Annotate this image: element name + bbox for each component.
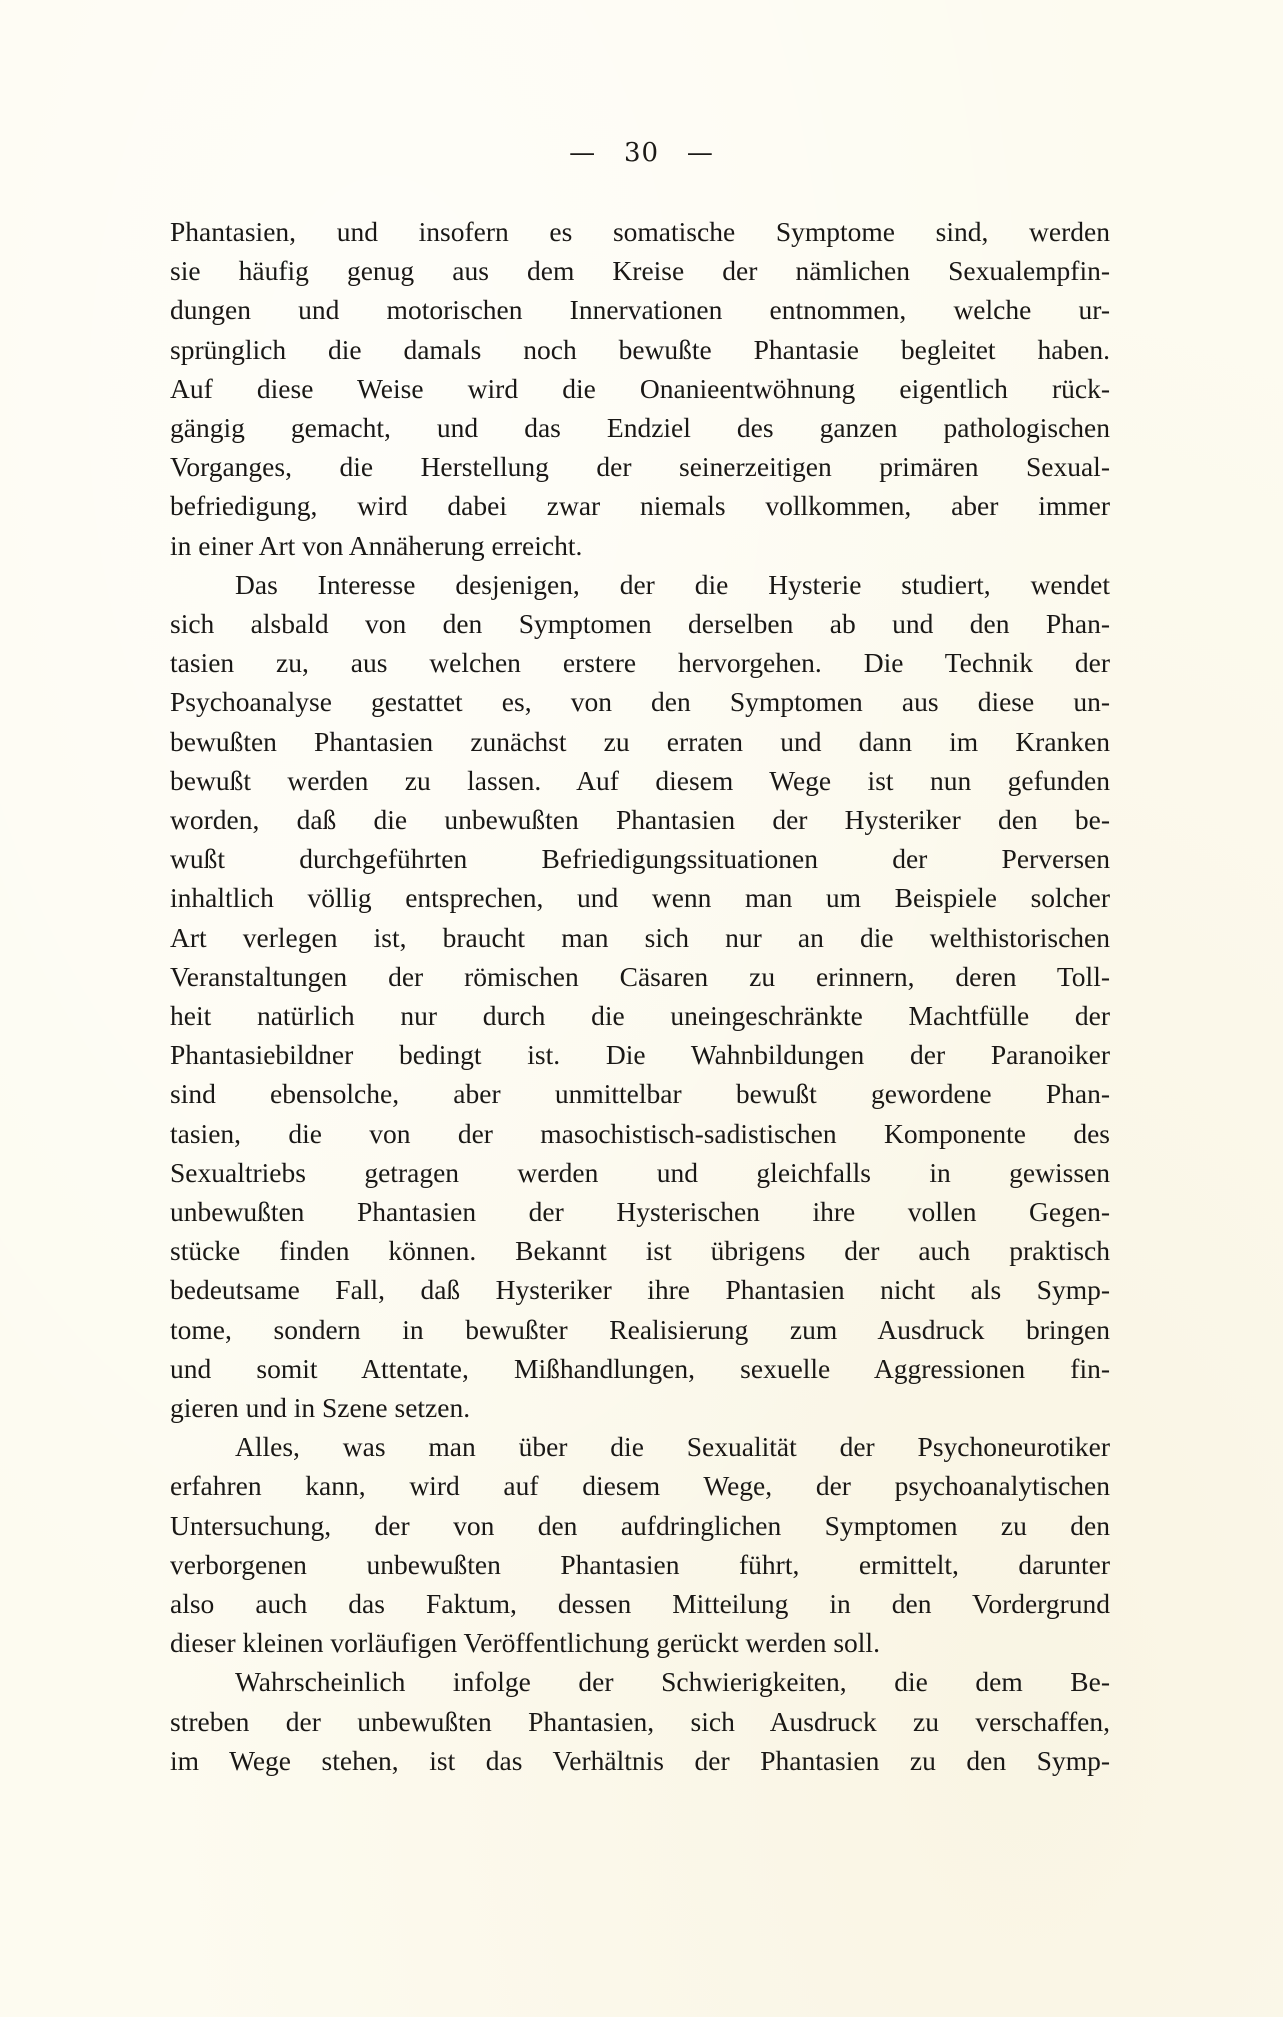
text-line: unbewußten Phantasien der Hysterischen ihre vollen Gegen- bbox=[170, 1196, 1110, 1227]
text-line: tasien, die von der masochistisch-sadistischen Komponente des bbox=[170, 1118, 1110, 1149]
text-line: Phantasiebildner bedingt ist. Die Wahnbildungen der Paranoiker bbox=[170, 1039, 1110, 1070]
text-line: sind ebensolche, aber unmittelbar bewußt gewordene Phan- bbox=[170, 1078, 1110, 1109]
text-line: Psychoanalyse gestattet es, von den Symptomen aus diese un- bbox=[170, 686, 1110, 717]
text-line: stücke finden können. Bekannt ist übrigens der auch praktisch bbox=[170, 1235, 1110, 1266]
text-line: gieren und in Szene setzen. bbox=[170, 1392, 471, 1423]
text-line: Art verlegen ist, braucht man sich nur an die welthistorischen bbox=[170, 922, 1110, 953]
text-line: und somit Attentate, Mißhandlungen, sexuelle Aggressionen fin- bbox=[170, 1353, 1110, 1384]
text-line: bedeutsame Fall, daß Hysteriker ihre Phantasien nicht als Symp- bbox=[170, 1274, 1110, 1305]
text-line: Veranstaltungen der römischen Cäsaren zu erinnern, deren Toll- bbox=[170, 961, 1110, 992]
text-line: tasien zu, aus welchen erstere hervorgehen. Die Technik der bbox=[170, 647, 1110, 678]
text-line: dungen und motorischen Innervationen entnommen, welche ur- bbox=[170, 294, 1110, 325]
text-line: in einer Art von Annäherung erreicht. bbox=[170, 530, 583, 561]
text-line: gängig gemacht, und das Endziel des ganzen pathologischen bbox=[170, 412, 1110, 443]
text-line: Untersuchung, der von den aufdringlichen Symptomen zu den bbox=[170, 1510, 1110, 1541]
text-line: Phantasien, und insofern es somatische Symptome sind, werden bbox=[170, 216, 1110, 247]
text-line: Das Interesse desjenigen, der die Hysterie studiert, wendet bbox=[235, 569, 1110, 600]
text-line: sich alsbald von den Symptomen derselben ab und den Phan- bbox=[170, 608, 1110, 639]
text-line: erfahren kann, wird auf diesem Wege, der psychoanalytischen bbox=[170, 1470, 1110, 1501]
text-line: Auf diese Weise wird die Onanieentwöhnung eigentlich rück- bbox=[170, 373, 1110, 404]
text-line: tome, sondern in bewußter Realisierung zum Ausdruck bringen bbox=[170, 1314, 1110, 1345]
text-line: Alles, was man über die Sexualität der Psychoneurotiker bbox=[235, 1431, 1110, 1462]
text-line: Vorganges, die Herstellung der seinerzeitigen primären Sexual- bbox=[170, 451, 1110, 482]
text-line: inhaltlich völlig entsprechen, und wenn man um Beispiele solcher bbox=[170, 882, 1110, 913]
text-line: Sexualtriebs getragen werden und gleichfalls in gewissen bbox=[170, 1157, 1110, 1188]
text-line: bewußten Phantasien zunächst zu erraten und dann im Kranken bbox=[170, 726, 1110, 757]
text-line: streben der unbewußten Phantasien, sich Ausdruck zu verschaffen, bbox=[170, 1706, 1110, 1737]
text-line: also auch das Faktum, dessen Mitteilung in den Vordergrund bbox=[170, 1588, 1110, 1619]
text-line: heit natürlich nur durch die uneingeschränkte Machtfülle der bbox=[170, 1000, 1110, 1031]
page-number: — 30 — bbox=[569, 138, 714, 168]
text-line: bewußt werden zu lassen. Auf diesem Wege ist nun gefunden bbox=[170, 765, 1110, 796]
text-line: sie häufig genug aus dem Kreise der nämlichen Sexualempfin- bbox=[170, 255, 1110, 286]
text-line: verborgenen unbewußten Phantasien führt, ermittelt, darunter bbox=[170, 1549, 1110, 1580]
text-line: im Wege stehen, ist das Verhältnis der Phantasien zu den Symp- bbox=[170, 1745, 1110, 1776]
text-line: befriedigung, wird dabei zwar niemals vollkommen, aber immer bbox=[170, 490, 1110, 521]
text-line: Wahrscheinlich infolge der Schwierigkeiten, die dem Be- bbox=[235, 1666, 1110, 1697]
text-line: sprünglich die damals noch bewußte Phantasie begleitet haben. bbox=[170, 334, 1110, 365]
text-line: wußt durchgeführten Befriedigungssituationen der Perversen bbox=[170, 843, 1110, 874]
text-line: dieser kleinen vorläufigen Veröffentlichung gerückt werden soll. bbox=[170, 1627, 880, 1658]
text-line: worden, daß die unbewußten Phantasien der Hysteriker den be- bbox=[170, 804, 1110, 835]
